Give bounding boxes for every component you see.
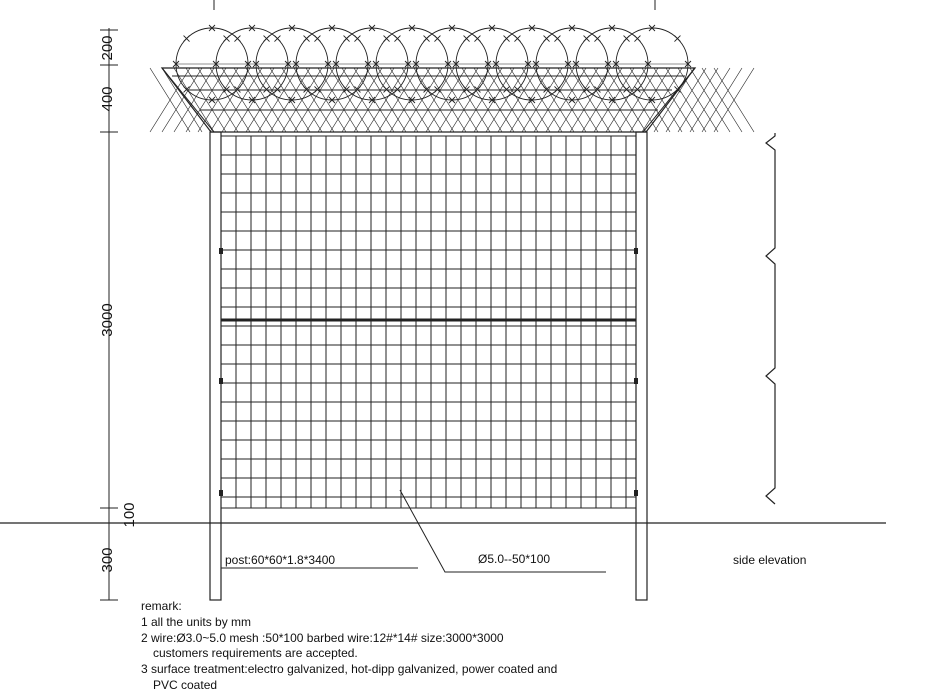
remarks-block <box>141 599 621 694</box>
post-callout-label: post:60*60*1.8*3400 <box>225 553 336 567</box>
dimension-label-400: 400 <box>99 86 116 112</box>
mesh-callout-label: Ø5.0--50*100 <box>478 552 551 566</box>
remark-line-2: 2 wire:Ø3.0~5.0 mesh :50*100 barbed wire:12#*14# size:3000*3000 <box>141 630 504 645</box>
remark-line-1: 1 all the units by mm <box>141 614 252 629</box>
dimension-label-3000: 3000 <box>99 303 116 337</box>
razor-wire-coils <box>173 25 691 103</box>
mesh-panel <box>221 136 636 508</box>
post-left <box>210 132 221 600</box>
mesh-frame <box>221 136 636 508</box>
side-elevation-profile <box>766 133 775 504</box>
remark-line-3: customers requirements are accepted. <box>153 646 358 661</box>
remark-line-4: 3 surface treatment:electro galvanized, hot-dipp galvanized, power coated and <box>141 662 558 677</box>
post-right <box>636 132 647 600</box>
top-reference-ticks <box>214 0 655 10</box>
side-elevation-label: side elevation <box>733 553 807 567</box>
dimension-label-100: 100 <box>121 502 138 528</box>
remark-line-5: PVC coated <box>153 677 218 692</box>
dimension-label-200: 200 <box>99 35 116 61</box>
dimension-label-300: 300 <box>99 547 116 573</box>
remarks-title: remark: <box>141 599 182 613</box>
